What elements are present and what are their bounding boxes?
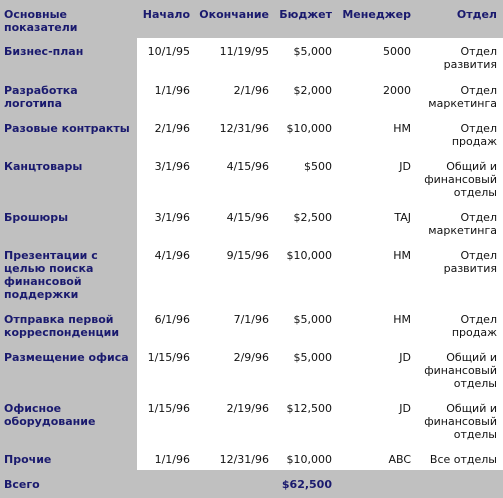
- row-end: 11/19/95: [219, 45, 269, 58]
- header-indicators: Основные показатели: [4, 8, 78, 34]
- row-budget: $10,000: [286, 249, 332, 262]
- row-department: Отдел маркетинга: [428, 211, 497, 237]
- row-name: Офисное оборудование: [4, 402, 96, 428]
- row-department: Отдел развития: [443, 45, 497, 71]
- row-budget: $5,000: [293, 351, 332, 364]
- row-budget: $12,500: [286, 402, 332, 415]
- row-budget: $10,000: [286, 453, 332, 466]
- row-department: Общий и финансовый отделы: [424, 160, 497, 199]
- row-end: 12/31/96: [219, 122, 269, 135]
- row-manager: HM: [393, 313, 411, 326]
- row-budget: $2,500: [293, 211, 332, 224]
- header-manager: Менеджер: [342, 8, 411, 21]
- total-budget: $62,500: [281, 478, 332, 491]
- row-department: Отдел маркетинга: [428, 84, 497, 110]
- row-start: 6/1/96: [154, 313, 190, 326]
- row-department: Отдел продаж: [451, 313, 497, 339]
- row-department: Общий и финансовый отделы: [424, 351, 497, 390]
- row-start: 10/1/95: [147, 45, 190, 58]
- row-budget: $5,000: [293, 45, 332, 58]
- row-end: 4/15/96: [226, 211, 269, 224]
- row-start: 1/15/96: [147, 402, 190, 415]
- row-end: 2/1/96: [233, 84, 269, 97]
- row-manager: 5000: [383, 45, 411, 58]
- row-name: Разовые контракты: [4, 122, 130, 135]
- header-start: Начало: [142, 8, 190, 21]
- row-start: 1/15/96: [147, 351, 190, 364]
- row-name: Отправка первой корреспонденции: [4, 313, 120, 339]
- row-department: Общий и финансовый отделы: [424, 402, 497, 441]
- row-manager: ABC: [388, 453, 411, 466]
- row-end: 7/1/96: [233, 313, 269, 326]
- row-end: 9/15/96: [226, 249, 269, 262]
- row-department: Все отделы: [429, 453, 497, 466]
- header-end: Окончание: [199, 8, 269, 21]
- row-start: 1/1/96: [154, 453, 190, 466]
- row-start: 2/1/96: [154, 122, 190, 135]
- total-label: Всего: [4, 478, 40, 491]
- row-manager: HM: [393, 249, 411, 262]
- row-end: 4/15/96: [226, 160, 269, 173]
- row-end: 12/31/96: [219, 453, 269, 466]
- row-name: Презентации с целью поиска финансовой поддержки: [4, 249, 98, 301]
- row-start: 3/1/96: [154, 211, 190, 224]
- header-budget: Бюджет: [279, 8, 332, 21]
- row-manager: JD: [399, 402, 411, 415]
- row-budget: $10,000: [286, 122, 332, 135]
- row-manager: HM: [393, 122, 411, 135]
- row-name: Прочие: [4, 453, 52, 466]
- row-budget: $2,000: [293, 84, 332, 97]
- row-name: Разработка логотипа: [4, 84, 78, 110]
- row-manager: JD: [399, 351, 411, 364]
- row-start: 4/1/96: [154, 249, 190, 262]
- row-manager: TAJ: [394, 211, 411, 224]
- row-department: Отдел продаж: [451, 122, 497, 148]
- row-manager: 2000: [383, 84, 411, 97]
- row-manager: JD: [399, 160, 411, 173]
- row-end: 2/19/96: [226, 402, 269, 415]
- row-department: Отдел развития: [443, 249, 497, 275]
- row-end: 2/9/96: [233, 351, 269, 364]
- row-name: Размещение офиса: [4, 351, 129, 364]
- row-name: Канцтовары: [4, 160, 83, 173]
- row-start: 3/1/96: [154, 160, 190, 173]
- row-budget: $500: [304, 160, 332, 173]
- row-name: Брошюры: [4, 211, 69, 224]
- row-name: Бизнес-план: [4, 45, 84, 58]
- row-start: 1/1/96: [154, 84, 190, 97]
- row-budget: $5,000: [293, 313, 332, 326]
- header-department: Отдел: [456, 8, 497, 21]
